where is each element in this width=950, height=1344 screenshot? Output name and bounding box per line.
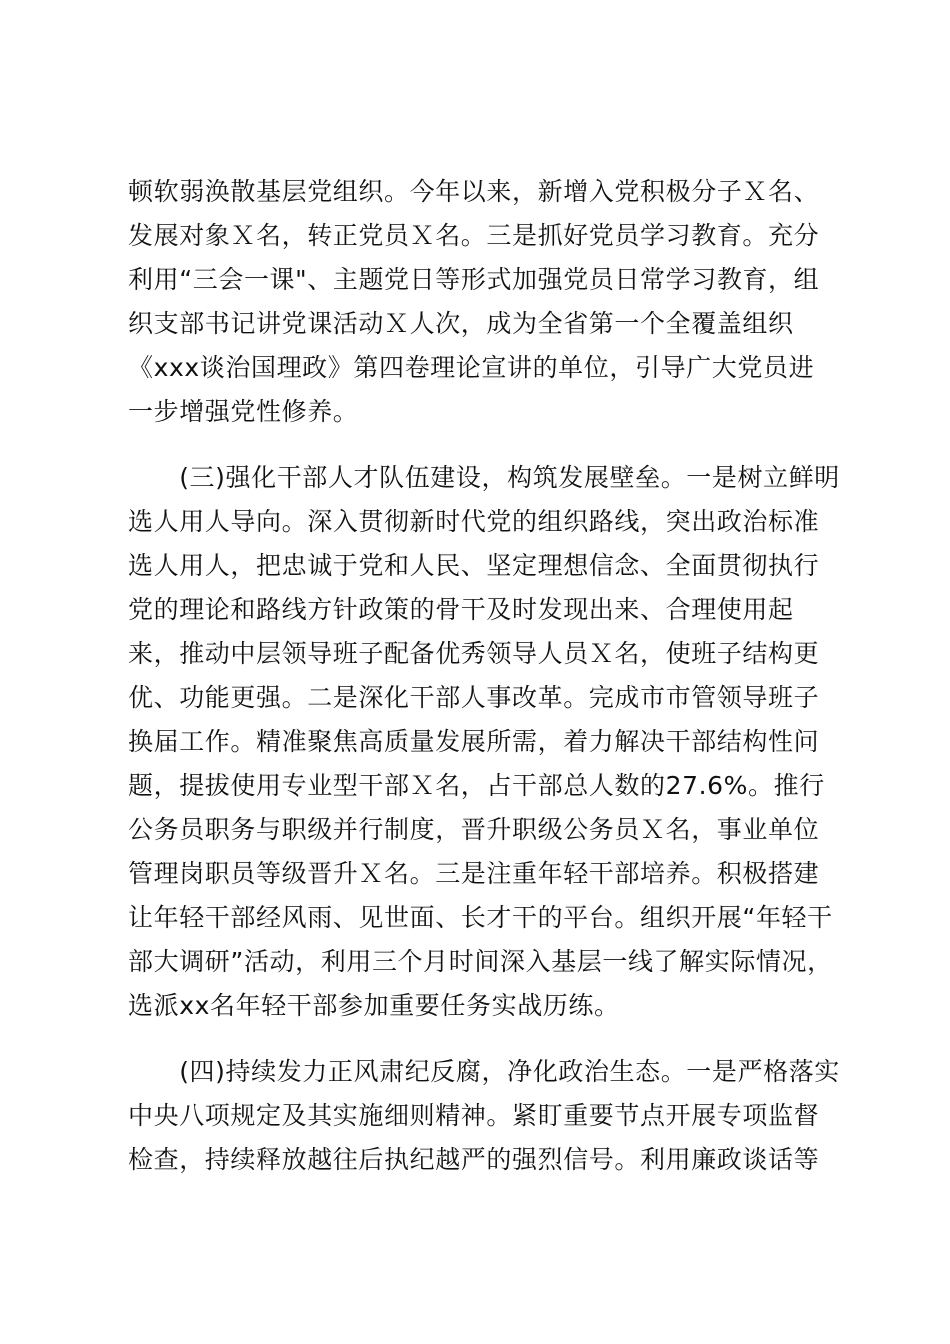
text-line: 选人用人，把忠诚于党和人民、坚定理想信念、全面贯彻执行 — [128, 551, 820, 580]
text-line: 部大调研”活动，利用三个月时间深入基层一线了解实际情况， — [128, 947, 833, 976]
text-line: 一步增强党性修养。 — [128, 397, 359, 426]
text-line: 题，提拔使用专业型干部Ｘ名，占干部总人数的27.6%。推行 — [128, 771, 825, 800]
body-text — [128, 170, 840, 1182]
text-line: 管理岗职员等级晋升Ｘ名。三是注重年轻干部培养。积极搭建 — [128, 859, 820, 888]
paragraph-gap — [128, 1028, 832, 1050]
text-line: 换届工作。精准聚焦高质量发展所需，着力解决干部结构性问 — [128, 727, 820, 756]
text-line: 优、功能更强。二是深化干部人事改革。完成市市管领导班子 — [128, 683, 820, 712]
text-line: 让年轻干部经风雨、见世面、长才干的平台。组织开展“年轻干 — [128, 903, 833, 932]
text-line: 《xxx谈治国理政》第四卷理论宣讲的单位，引导广大党员进 — [128, 353, 815, 382]
text-line: (三)强化干部人才队伍建设，构筑发展壁垒。一是树立鲜明 — [128, 463, 840, 492]
text-line: 检查，持续释放越往后执纪越严的强烈信号。利用廉政谈话等 — [128, 1145, 820, 1174]
text-line: 中央八项规定及其实施细则精神。紧盯重要节点开展专项监督 — [128, 1101, 820, 1130]
text-line: 顿软弱涣散基层党组织。今年以来，新增入党积极分子Ｘ名、 — [128, 177, 820, 206]
text-line: 利用“三会一课"、主题党日等形式加强党员日常学习教育，组 — [128, 265, 820, 294]
text-line: 公务员职务与职级并行制度，晋升职级公务员Ｘ名，事业单位 — [128, 815, 820, 844]
paragraph-gap — [128, 434, 832, 456]
text-line: 发展对象Ｘ名，转正党员Ｘ名。三是抓好党员学习教育。充分 — [128, 221, 820, 250]
text-line: 织支部书记讲党课活动Ｘ人次，成为全省第一个全覆盖组织 — [128, 309, 794, 338]
text-line: 选人用人导向。深入贯彻新时代党的组织路线，突出政治标准 — [128, 507, 820, 536]
text-line: 来，推动中层领导班子配备优秀领导人员Ｘ名，使班子结构更 — [128, 639, 820, 668]
text-line: 党的理论和路线方针政策的骨干及时发现出来、合理使用起 — [128, 595, 794, 624]
text-line: (四)持续发力正风肃纪反腐，净化政治生态。一是严格落实 — [128, 1057, 840, 1086]
text-line: 选派xx名年轻干部参加重要任务实战历练。 — [128, 991, 620, 1020]
